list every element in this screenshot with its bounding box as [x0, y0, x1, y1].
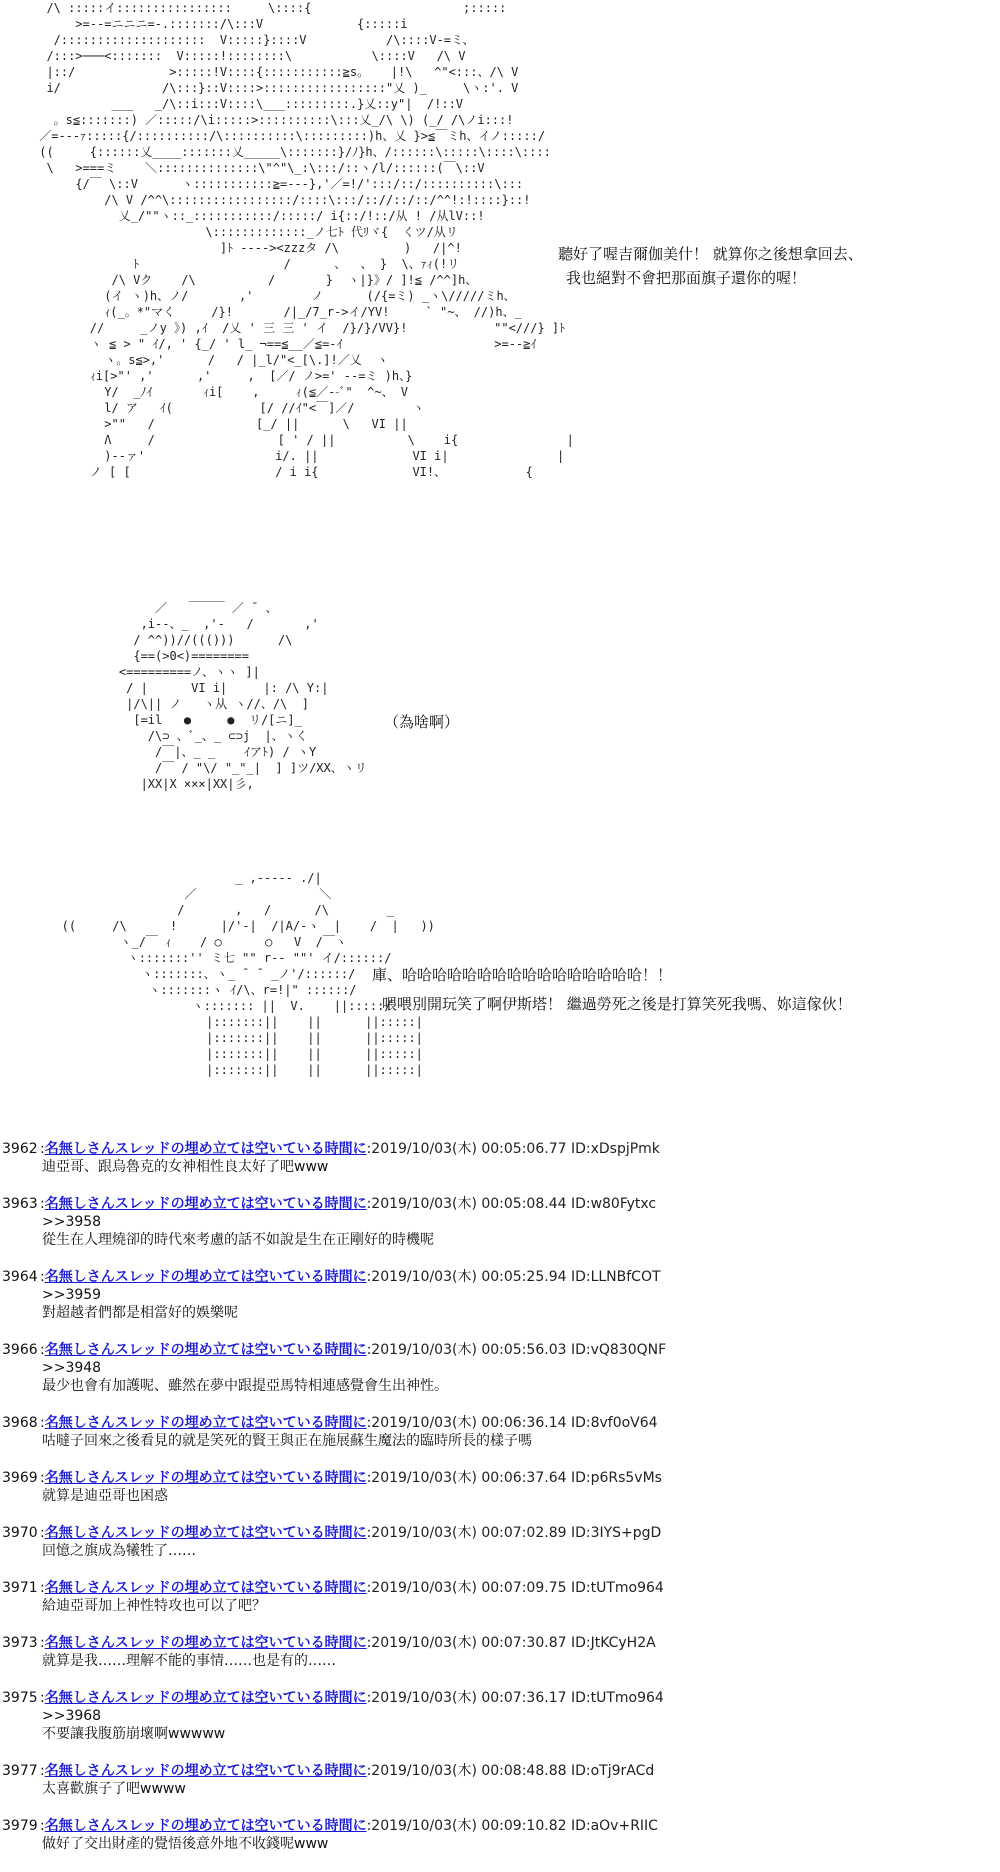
post-separator: : — [366, 1690, 372, 1706]
post-item — [0, 1195, 1000, 1249]
post-date-id: 2019/10/03(木) 00:05:56.03 ID:vQ830QNF — [371, 1342, 667, 1358]
post-date-id: 2019/10/03(木) 00:09:10.82 ID:aOv+RIIC — [371, 1818, 658, 1834]
post-separator: : — [40, 1818, 45, 1834]
post-item — [0, 1140, 1000, 1176]
ascii-art-bound-character: ／ ￣￣￣ ／ ¯ 、 ,i--、_ ,'- / ,' / ^^))//((())) /\ {==(>0<)======== <=========ノ、ヽヽ ]| / | VI i| |: /\ Y:| |/\|| ノ ヽ从 ヽ//、/\ ] [=il ● ● リ/[ニ]_ /\⊃ 、ﾞ_、_ ⊂⊃j |、ヽく /￣|、_ _ ｲアﾄ) / ヽY /￣ / "\/ "_"_| ] ]ツ/XX、ヽリ |XX|X ×××|XX|彡, — [118, 601, 367, 791]
post-item — [0, 1689, 1000, 1743]
post-separator: : — [40, 1470, 45, 1486]
poster-name-link[interactable]: 名無しさんスレッドの埋め立ては空いている時間に — [44, 1635, 367, 1651]
post-item — [0, 1762, 1000, 1798]
post-header — [0, 1634, 1000, 1652]
post-body: >>3948 最少也會有加護呢、雖然在夢中跟提亞馬特相連感覺會生出神性。 — [42, 1360, 448, 1394]
post-number: 3966 — [2, 1342, 38, 1358]
post-separator: : — [366, 1525, 372, 1541]
post-separator: : — [366, 1269, 372, 1285]
poster-name-link[interactable]: 名無しさんスレッドの埋め立ては空いている時間に — [44, 1141, 367, 1157]
post-header — [0, 1762, 1000, 1780]
post-item — [0, 1268, 1000, 1322]
post-item — [0, 1579, 1000, 1615]
post-date-id: 2019/10/03(木) 00:05:06.77 ID:xDspjPmk — [371, 1141, 660, 1157]
post-separator: : — [40, 1269, 45, 1285]
post-separator: : — [366, 1415, 372, 1431]
speech-line: 喂喂別開玩笑了啊伊斯塔！ 繼過勞死之後是打算笑死我嗎、妳這傢伙！ — [382, 995, 852, 1013]
post-number: 3971 — [2, 1580, 38, 1596]
post-separator: : — [40, 1196, 45, 1212]
post-separator: : — [40, 1141, 45, 1157]
post-separator: : — [366, 1342, 372, 1358]
post-body: 就算是我……理解不能的事情……也是有的…… — [42, 1653, 336, 1669]
post-separator: : — [366, 1470, 372, 1486]
post-header — [0, 1140, 1000, 1158]
poster-name-link[interactable]: 名無しさんスレッドの埋め立ては空いている時間に — [44, 1342, 367, 1358]
post-separator: : — [40, 1342, 45, 1358]
post-item — [0, 1524, 1000, 1560]
poster-name-link[interactable]: 名無しさんスレッドの埋め立ては空いている時間に — [44, 1269, 367, 1285]
post-body: 太喜歡旗子了吧wwww — [42, 1781, 186, 1797]
post-header — [0, 1341, 1000, 1359]
post-body: 咕噠子回來之後看見的就是笑死的賢王與正在施展蘇生魔法的臨時所長的樣子嗎 — [42, 1433, 532, 1449]
post-date-id: 2019/10/03(木) 00:06:37.64 ID:p6Rs5vMs — [371, 1470, 662, 1486]
post-number: 3973 — [2, 1635, 38, 1651]
post-separator: : — [366, 1196, 372, 1212]
post-date-id: 2019/10/03(木) 00:05:25.94 ID:LLNBfCOT — [371, 1269, 661, 1285]
post-separator: : — [366, 1763, 372, 1779]
post-separator: : — [40, 1580, 45, 1596]
post-date-id: 2019/10/03(木) 00:08:48.88 ID:oTj9rACd — [371, 1763, 655, 1779]
post-separator: : — [40, 1635, 45, 1651]
post-item — [0, 1341, 1000, 1395]
post-number: 3964 — [2, 1269, 38, 1285]
speech-line: 聽好了喔吉爾伽美什！ 就算你之後想拿回去、 — [558, 245, 863, 263]
post-header — [0, 1579, 1000, 1597]
post-body: 回憶之旗成為犧牲了…… — [42, 1543, 196, 1559]
post-body: 給迪亞哥加上神性特攻也可以了吧？ — [42, 1598, 266, 1614]
post-header — [0, 1524, 1000, 1542]
post-body: 做好了交出財產的覺悟後意外地不收錢呢www — [42, 1836, 329, 1852]
poster-name-link[interactable]: 名無しさんスレッドの埋め立ては空いている時間に — [44, 1525, 367, 1541]
post-date-id: 2019/10/03(木) 00:07:30.87 ID:JtKCyH2A — [371, 1635, 656, 1651]
post-item — [0, 1414, 1000, 1450]
poster-name-link[interactable]: 名無しさんスレッドの埋め立ては空いている時間に — [44, 1690, 367, 1706]
ascii-art-gilgamesh-laughing: _ ,----- ./| ／ ＼ / , / /\ _ (( /\ ! |/'-| /|A/-ヽ | / | )) ヽ_/￣ ｨ / ○ ○ V /￣ヽ ヽ:::::::'' ミ七 "" r-- ""' イ/::::::/ ヽ:::::::、ヽ_ ¯ ¯ _ノ'/::::::/ ヽ:::::::ヽ ｲ/\、r=!|" ::::::/ ヽ::::::: || V. ||:::::/ |:::::::|| || ||:::::| |:::::::|| || ||:::::| |:::::::|| || ||:::::| |:::::::|| || ||:::::| — [61, 871, 435, 1077]
post-date-id: 2019/10/03(木) 00:07:36.17 ID:tUTmo964 — [371, 1690, 664, 1706]
speech-ishtar — [558, 242, 863, 290]
post-body: >>3958 從生在人理燒卻的時代來考慮的話不如說是生在正剛好的時機呢 — [42, 1214, 434, 1248]
post-header — [0, 1689, 1000, 1707]
post-number: 3970 — [2, 1525, 38, 1541]
poster-name-link[interactable]: 名無しさんスレッドの埋め立ては空いている時間に — [44, 1580, 367, 1596]
post-number: 3968 — [2, 1415, 38, 1431]
post-separator: : — [366, 1635, 372, 1651]
post-body: 迪亞哥、跟烏魯克的女神相性良太好了吧www — [42, 1159, 329, 1175]
poster-name-link[interactable]: 名無しさんスレッドの埋め立ては空いている時間に — [44, 1818, 367, 1834]
speech-gilgamesh — [372, 963, 852, 1016]
post-item — [0, 1817, 1000, 1853]
post-number: 3963 — [2, 1196, 38, 1212]
post-separator: : — [40, 1763, 45, 1779]
post-separator: : — [40, 1525, 45, 1541]
post-separator: : — [40, 1415, 45, 1431]
poster-name-link[interactable]: 名無しさんスレッドの埋め立ては空いている時間に — [44, 1763, 367, 1779]
post-separator: : — [366, 1818, 372, 1834]
speech-line: （為啥啊） — [384, 713, 460, 731]
post-item — [0, 1634, 1000, 1670]
ascii-art-ishtar-scene: /\ :::::イ:::::::::::::::: \::::{ ;::::: >=--=ニニニ=-.:::::::/\:::V {:::::i /:::::::::::::::::::: V:::::}::::V /\::::V-=ミ、 /:::>───<::::::: V:::::!::::::::\ \::::V /\ V |::/ >:::::!V::::{:::::::::::≧s。 |!\ ^"<:::、/\ V i/ /\:::}::V::::>:::::::::::::::::"乂 )_ \ヽ:'. V ___ _/\::i:::V::::\___:::::::::.}乂::y"| /!::V 。s≦:::::::) ／:::::/\i:::::>::::::::::\:::乂_/\ \) (_/ /\ノi:::! ／=---ｧ:::::{/::::::::::/\::::::::::\:::::::::)h、乂 }>≦￣ミh、イノ:::::/ (( {::::::乂____:::::::乂_____\:::::::}/ﾉ}h、/::::::\:::::\::::\:::: \ >===ミ ＼::::::::::::::\"^"\_:\:::/::ヽ/l/::::::(￣\::V {/￣ \::V ヽ:::::::::::≧=---},'／=!/':::/::/::::::::::\::: /\ V /^^\:::::::::::::::::/::::\:::/:://::/::/^^!:!::::}::! 乂_/""ヽ::_:::::::::::/:::::/ i{::/!::/从 ! /从lV::! \:::::::::::::_ノ七ﾄ 代ﾘヾ{ くツ/从リ ]ﾄ ----><zzzタ /\ ) /|^! ﾄ / 、 、 } \、ｧｨ(!リ /\ Vク /\ / } ヽ|}》/ ]!≦ /^^]h、 (イ ヽ)h、ノ/ ,' ノ (/{=ミ) _ヽ\/////ミh、 ｨ(_。*"マく /}! /|_/7_r->イ/YV! ` "~、 //)h、_ // _ノy 》) ,ｲ /乂 ' 三 三 ' イ /}/}/VV}! ""<///} ]ﾄ ヽ ≦ > " ｲ/, ' {_/ ' l_ ¬==≦__／≦=-ｲ >=--≧ｲ ヽ。s≦>,' / / |_l/"<_[\.]!／乂 ヽ ｨi[>"' ,' ,' , [／/ ノ>=' --=ミ )h、} Y/ _ﾉｲ ｨi[ , ｨ(≦／--ﾞ" ^~、 V l/ ア ｲ( [/ //ｲ"<￣]／/ ヽ >"" / [_/ || \ VI || Ʌ / [ ' / || \ i{ | )--ァ' i/. || VI i| | ノ [ [ / i i{ VI!、 { — [39, 1, 574, 479]
poster-name-link[interactable]: 名無しさんスレッドの埋め立ては空いている時間に — [44, 1470, 367, 1486]
post-number: 3962 — [2, 1141, 38, 1157]
post-date-id: 2019/10/03(木) 00:07:02.89 ID:3IYS+pgD — [371, 1525, 662, 1541]
speech-line: 庫、哈哈哈哈哈哈哈哈哈哈哈哈哈哈哈哈！！ — [372, 966, 673, 984]
thread-posts — [0, 1140, 1000, 1872]
poster-name-link[interactable]: 名無しさんスレッドの埋め立ては空いている時間に — [44, 1415, 367, 1431]
post-date-id: 2019/10/03(木) 00:06:36.14 ID:8vf0oV64 — [371, 1415, 658, 1431]
post-date-id: 2019/10/03(木) 00:05:08.44 ID:w80Fytxc — [371, 1196, 657, 1212]
post-header — [0, 1469, 1000, 1487]
post-header — [0, 1817, 1000, 1835]
post-separator: : — [366, 1580, 372, 1596]
post-body: >>3968 不要讓我腹筋崩壞啊wwwww — [42, 1708, 226, 1742]
speech-line: 我也絕對不會把那面旗子還你的喔！ — [566, 269, 807, 287]
post-number: 3975 — [2, 1690, 38, 1706]
post-separator: : — [40, 1690, 45, 1706]
post-item — [0, 1469, 1000, 1505]
poster-name-link[interactable]: 名無しさんスレッドの埋め立ては空いている時間に — [44, 1196, 367, 1212]
speech-why — [384, 710, 459, 734]
post-separator: : — [366, 1141, 372, 1157]
post-number: 3977 — [2, 1763, 38, 1779]
post-header — [0, 1195, 1000, 1213]
post-number: 3979 — [2, 1818, 38, 1834]
post-header — [0, 1414, 1000, 1432]
post-number: 3969 — [2, 1470, 38, 1486]
post-header — [0, 1268, 1000, 1286]
post-body: >>3959 對超越者們都是相當好的娛樂呢 — [42, 1287, 238, 1321]
post-body: 就算是迪亞哥也困惑 — [42, 1488, 168, 1504]
post-date-id: 2019/10/03(木) 00:07:09.75 ID:tUTmo964 — [371, 1580, 664, 1596]
